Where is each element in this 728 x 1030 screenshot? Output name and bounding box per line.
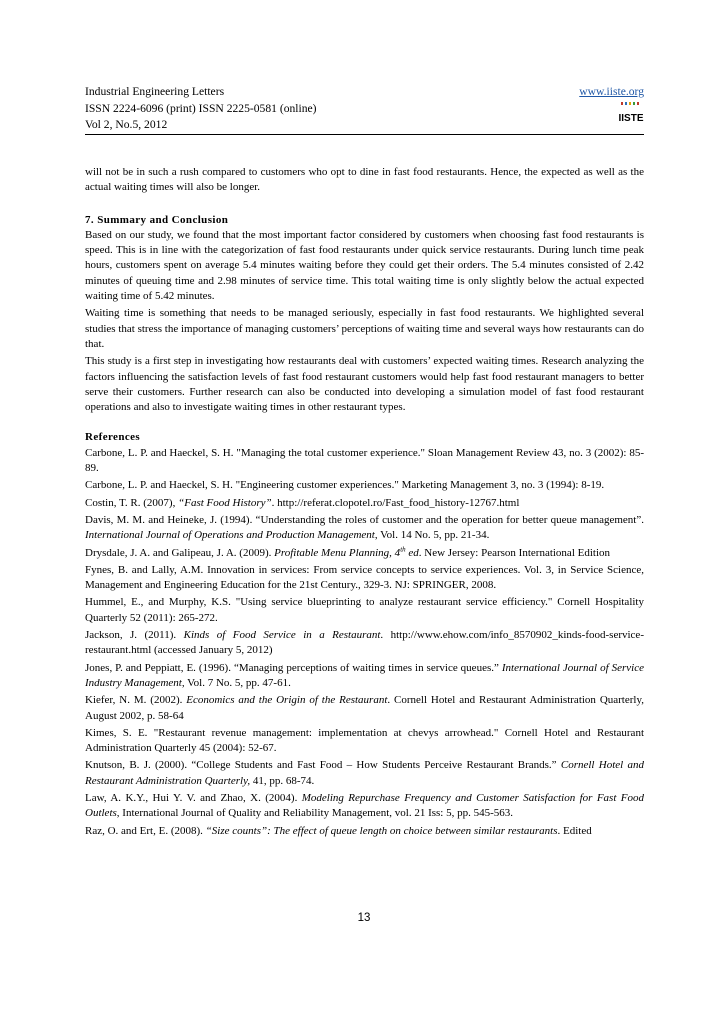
references-section	[85, 430, 644, 838]
volume-line: Vol 2, No.5, 2012	[85, 118, 168, 131]
header-divider	[85, 134, 644, 135]
reference-item: Raz, O. and Ert, E. (2008). “Size counts”: The effect of queue length on choice between similar restaurants. Edited	[85, 824, 592, 837]
reference-item: Carbone, L. P. and Haeckel, S. H. "Engineering customer experiences." Marketing Management 3, no. 3 (1994): 8-19.	[85, 479, 605, 492]
reference-item: Costin, T. R. (2007), “Fast Food History”. http://referat.clopotel.ro/Fast_food_history-12767.html	[85, 496, 520, 509]
reference-item: Kiefer, N. M. (2002). Economics and the Origin of the Restaurant. Cornell Hotel and Restaurant Administration Quarterly, August 2002, p. 58-64	[85, 694, 644, 722]
website-link[interactable]: www.iiste.org	[579, 85, 644, 98]
article-body	[85, 165, 644, 841]
running-header	[85, 84, 644, 134]
logo-text: IISTE	[618, 113, 644, 124]
reference-item: Jones, P. and Peppiatt, E. (1996). “Managing perceptions of waiting times in service queues.” International Journal of Service Industry Management, Vol. 7 No. 5, pp. 47-61.	[85, 661, 644, 689]
summary-paragraph-2: Waiting time is something that needs to be managed seriously, especially in fast food restaurants. We highlighted several studies that stress the importance of managing customers’ perceptions of waiting time and several ways how restaurants can do that.	[85, 307, 644, 350]
intro-paragraph: will not be in such a rush compared to customers who opt to dine in fast food restaurants. Hence, the expected as well as the actual waiting times will also be longer.	[85, 166, 644, 194]
reference-item: Fynes, B. and Lally, A.M. Innovation in services: From service concepts to service experiences. Vol. 3, in Service Science, Management and Engineering Education for the 21st Century., 329-3. NJ: SPRINGER, 2008.	[85, 563, 644, 592]
reference-item: Hummel, E., and Murphy, K.S. "Using service blueprinting to analyze restaurant service efficiency." Cornell Hospitality Quarterly 52 (2011): 265-272.	[85, 596, 644, 624]
journal-name: Industrial Engineering Letters	[85, 85, 225, 98]
references-heading: References	[85, 431, 141, 444]
iiste-logo-icon	[618, 101, 644, 127]
reference-item: Davis, M. M. and Heineke, J. (1994). “Understanding the roles of customer and the operation for better queue management”. International Journal of Operations and Production Management, Vol. 14 No. 5, pp. 21-34.	[85, 513, 644, 542]
summary-paragraph-1: Based on our study, we found that the most important factor considered by customers when choosing fast food restaurants is speed. This is in line with the categorization of fast food restaurants under quick service restaurants. During lunch time peak hours, customers spent on average 5.4 minutes waiting before they could get their orders. The 5.4 minutes consisted of 2.42 minutes of queuing time and 2.98 minutes of service time. This total waiting time is only slightly below the actual expected waiting time of 5.42 minutes.	[85, 228, 644, 303]
reference-item: Law, A. K.Y., Hui Y. V. and Zhao, X. (2004). Modeling Repurchase Frequency and Customer Satisfaction for Fast Food Outlets, International Journal of Quality and Reliability Management, vol. 21 Iss: 5, pp. 545-563.	[85, 791, 644, 820]
reference-item: Kimes, S. E. "Restaurant revenue management: implementation at chevys arrowhead." Cornell Hotel and Restaurant Administration Quarterly 45 (2004): 52-67.	[85, 726, 644, 755]
reference-item: Knutson, B. J. (2000). “College Students and Fast Food – How Students Perceive Restaurant Brands.” Cornell Hotel and Restaurant Administration Quarterly, 41, pp. 68-74.	[85, 759, 644, 787]
reference-item: Drysdale, J. A. and Galipeau, J. A. (2009). Profitable Menu Planning, 4th ed. New Jersey: Pearson International Edition	[85, 544, 611, 559]
section-heading-summary: 7. Summary and Conclusion	[85, 213, 229, 226]
reference-item: Carbone, L. P. and Haeckel, S. H. "Managing the total customer experience." Sloan Management Review 43, no. 3 (2002): 85-89.	[85, 446, 644, 475]
reference-item: Jackson, J. (2011). Kinds of Food Service in a Restaurant. http://www.ehow.com/info_8570902_kinds-food-service-restaurant.html (accessed January 5, 2012)	[85, 629, 644, 657]
issn-line: ISSN 2224-6096 (print) ISSN 2225-0581 (online)	[85, 101, 317, 115]
summary-paragraph-3: This study is a first step in investigating how restaurants deal with customers’ expected waiting times. Research analyzing the factors influencing the satisfaction levels of fast food restaurant customers would help fast food restaurant managers to better serve their customers. Further research can also be conducted into developing a simulation model of fast food restaurant operations and also to investigate waiting times in other restaurant types.	[85, 355, 644, 414]
page-number: 13	[357, 912, 371, 924]
